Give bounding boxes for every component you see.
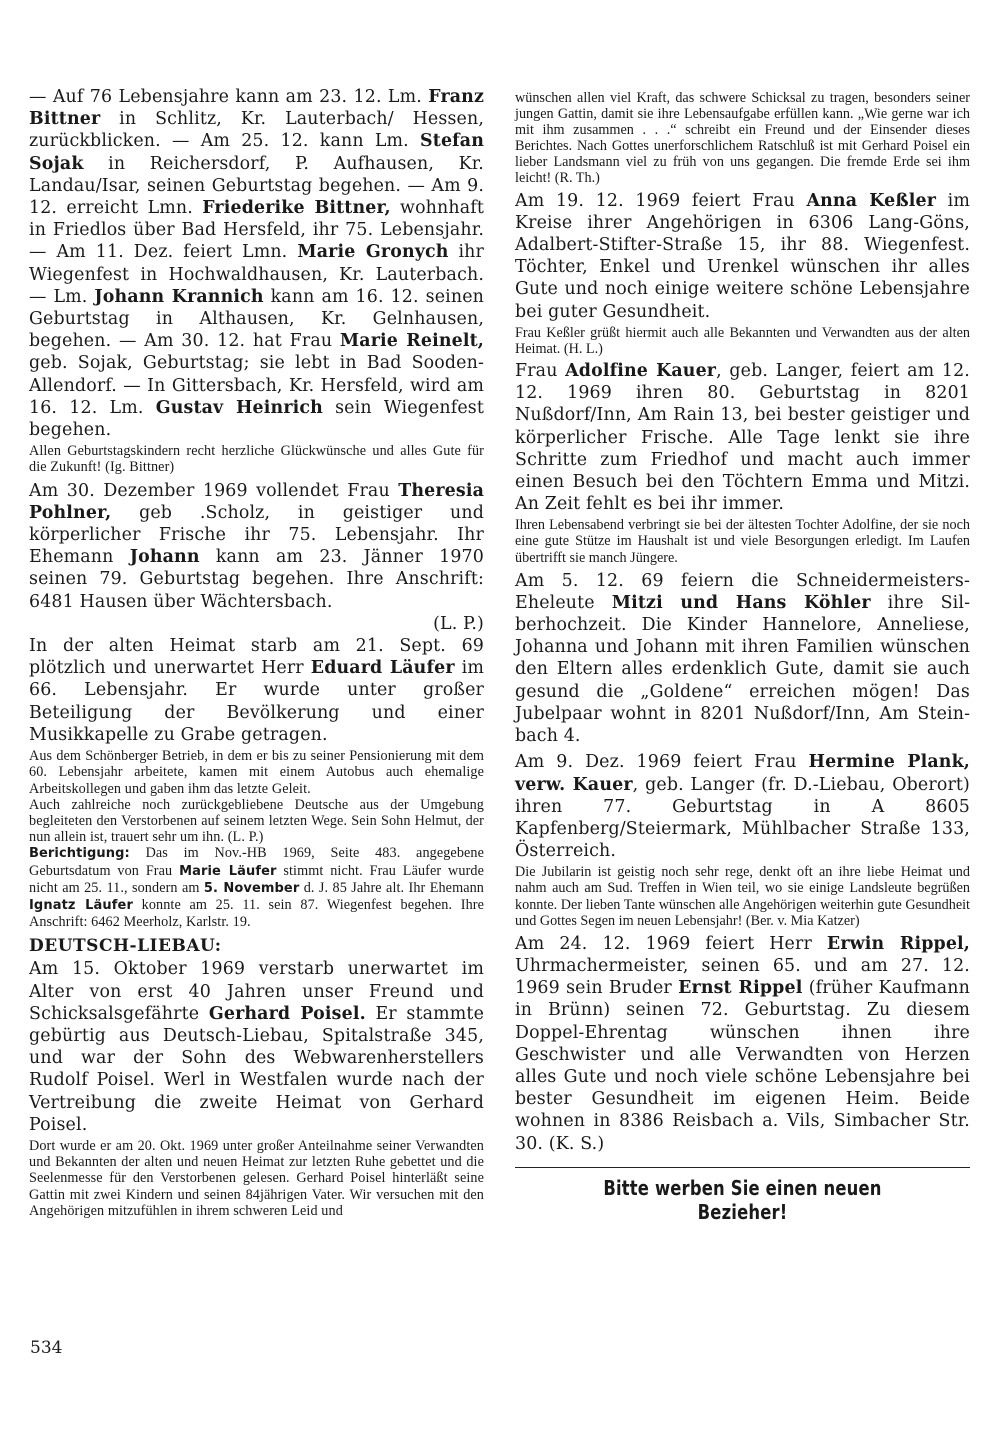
- right-column: [515, 90, 970, 1224]
- left-column: [29, 86, 484, 1219]
- subscriber-slogan: Bitte werben Sie einen neuen Bezieher!: [603, 1175, 882, 1224]
- person-name: Eduard Läufer: [310, 658, 455, 679]
- article-text: Am 24. 12. 1969 feiert Herr: [515, 933, 827, 954]
- article-text: Am 5. 12. 69 feiern die Schneidermeisters-Eheleute: [515, 570, 970, 613]
- date-highlight: 5. November: [203, 880, 300, 896]
- article-text: Er stammte gebürtig aus Deutsch-Liebau, Spitalstraße 345, und war der Sohn des Webwarenherstellers Rudolf Poisel. Werl in Westfalen wurde nach der Vertreibung die zweite Heimat von Gerhard Poisel.: [29, 1003, 485, 1135]
- article-text: In der alten Heimat starb am 21. Sept. 69 plötzlich und unerwartet Herr: [29, 636, 484, 679]
- person-name: Hermine Plank, verw. Kauer: [515, 752, 970, 795]
- article-text: stimmt nicht. Frau Läufer wurde nicht am 25. 11., sondern am: [29, 862, 484, 896]
- article-note: Allen Geburtstagskindern recht herzliche Glückwünsche und alles Gute für die Zukunft! (Ig. Bittner): [29, 443, 484, 476]
- person-name: Marie Läufer: [179, 863, 277, 879]
- article-poisel: [29, 958, 484, 1136]
- person-name: Theresia Pohlner,: [29, 480, 484, 523]
- article-note: Die Jubilarin ist geistig noch sehr rege, denkt oft an ihre liebe Heimat und nahm auch am Sud. Treffen in Wien teil, wo sie einige Landsleute begrüßen konnte. Der lieben Tante wünschen alle Angehörigen weiterhin gute Gesundheit und Gottes Segen im neuen Lebensjahr! (Ber. v. Mia Katzer): [515, 864, 970, 929]
- person-name: Marie Reinelt,: [339, 331, 484, 352]
- person-name: Franz Bittner: [29, 87, 484, 130]
- person-name: Ernst Rippel: [678, 978, 803, 999]
- article-text: in Reichersdorf, P. Aufhausen, Kr. Landau/Isar, seinen Geburtstag begehen. — Am 9. 12. erreicht Lmn.: [29, 153, 484, 219]
- article-text: Am 30. Dezember 1969 vollendet Frau: [29, 480, 399, 501]
- article-note: wünschen allen viel Kraft, das schwere Schicksal zu tragen, besonders seiner jungen Gattin, damit sie ihre Lebensaufgabe erfüllen kann. „Wie gerne war ich mit ihm zusammen . . .“ schreibt ein Freund und der Einsender dieses Berichtes. Nach Gottes unerforschlichem Ratschluß ist mit Gerhard Poisel ein lieber Landsmann viel zu früh von uns gegangen. Die fremde Erde sei ihm leicht! (R. Th.): [515, 90, 970, 187]
- person-name: Johann: [129, 547, 200, 568]
- person-name: Anna Keßler: [806, 190, 937, 211]
- article-text: — Auf 76 Lebensjahre kann am 23. 12. Lm.: [29, 87, 429, 107]
- correction-note: [29, 845, 484, 930]
- person-name: Erwin Rippel,: [826, 933, 970, 954]
- article-text: sein Wiegenfest begehen.: [29, 397, 485, 441]
- article-text: Das im Nov.-HB 1969, Seite 483. angegebene Geburtsdatum von Frau: [29, 845, 484, 879]
- person-name: Ignatz Läufer: [29, 897, 133, 913]
- article-text: geb. Sojak, Geburtstag; sie lebt in Bad Sooden-Allendorf. — In Gittersbach, Kr. Hersfeld, wird am 16. 12. Lm.: [29, 353, 484, 418]
- article-text: ihr Wiegenfest in Hochwaldhausen, Kr. Lauterbach. — Lm.: [29, 242, 484, 307]
- article-text: (früher Kaufmann in Brünn) seinen 72. Geburtstag. Zu diesem Doppel-Ehrentag wünschen ihnen ihre Geschwister und alle Verwandten von Herzen alles Gute und noch viele schöne Lebensjahre bei bester Gesundheit im eigenen Heim. Beide wohnen in 8386 Reisbach a. Vils, Simbacher Str. 30. (K. S.): [515, 978, 971, 1154]
- article-text: , geb. Langer, feiert am 12. 12. 1969 ihren 80. Geburtstag in 8201 Nußdorf/Inn, Am Rain 13, bei bester geistiger und körperlicher Frische. Alle Tage lenkt sie ihre Schritte zum Friedhof und macht auch immer einen Besuch bei den Töchtern Emma und Mitzi. An Zeit fehlt es bei ihr immer.: [515, 360, 970, 515]
- article-note: Frau Keßler grüßt hiermit auch alle Bekannten und Verwandten aus der alten Heimat. (H. L.): [515, 324, 970, 357]
- article-koehler: [515, 570, 970, 748]
- article-text: Am 15. Oktober 1969 verstarb unerwartet im Alter von erst 40 Jahren unser Freund und Schicksalsgefährte: [29, 959, 484, 1024]
- article-note: Dort wurde er am 20. Okt. 1969 unter großer Anteilnahme seiner Verwandten und Bekannten der alten und neuen Heimat zur letzten Ruhe gebettet und die Seelenmesse für den Verstorbenen gelesen. Gerhard Poisel hinterläßt seine Gattin mit zwei Kindern und seinen 84jährigen Vater. Wir versuchen mit den Angehörigen mitzufühlen in ihrem schweren Leid und: [29, 1137, 484, 1219]
- person-name: Gerhard Poisel.: [208, 1003, 366, 1024]
- article-text: im Kreise ihrer Angehörigen in 6306 Lang-Göns, Adalbert-Stifter-Straße 15, ihr 88. Wiegenfest. Töchter, Enkel und Urenkel wünschen ihr alles Gute und noch einige weitere schöne Lebensjahre bei guter Gesundheit.: [515, 190, 971, 322]
- article-text: geb .Scholz, in geistiger und körperlicher Frische ihr 75. Lebensjahr. Ihr Ehemann: [29, 502, 484, 568]
- person-name: Marie Gronych: [297, 242, 449, 263]
- article-rippel: [515, 933, 970, 1155]
- person-name: Johann Krannich: [94, 286, 264, 307]
- article-birthdays: [29, 86, 484, 441]
- article-text: ihre Silberhochzeit. Die Kinder Hannelore, Anneliese, Johanna und Johann mit ihren Familien wünschen den Eltern alles erdenklich Gute, damit sie auch gesund die „Goldene“ erreichen mögen! Das Jubelpaar wohnt in 8201 Nußdorf/Inn, Am Steinbach 4.: [515, 592, 970, 747]
- article-note: Auch zahlreiche noch zurückgebliebene Deutsche aus der Umgebung begleiteten den Verstorbenen auf seinem letzten Wege. Sein Sohn Helmut, der nun allein ist, trauert sehr um ihn. (L. P.): [29, 796, 484, 846]
- correction-label: Berichtigung:: [29, 846, 130, 862]
- article-note: Ihren Lebensabend verbringt sie bei der ältesten Tochter Adolfine, der sie noch eine gute Stütze im Haushalt ist und viele Besorgungen erledigt. Im Laufen übertrifft sie manch Jüngere.: [515, 517, 970, 566]
- person-name: Adolfine Kauer: [565, 360, 717, 381]
- article-kauer: [515, 360, 970, 515]
- article-laeufer: [29, 635, 484, 746]
- article-text: Am 9. Dez. 1969 feiert Frau: [515, 752, 809, 773]
- article-text: konnte am 25. 11. sein 87. Wiegenfest begehen. Ihre Anschrift: 6462 Meerholz, Karlstr. 19.: [29, 896, 484, 931]
- article-text: Uhrmachermeister, seinen 65. und am 27. 12. 1969 sein Bruder: [515, 955, 970, 999]
- article-note: Aus dem Schönberger Betrieb, in dem er bis zu seiner Pensionierung mit dem 60. Lebensjahr arbeitete, kamen mit einem Autobus auch ehemalige Arbeitskollegen und gaben ihm das letzte Geleit.: [29, 748, 484, 797]
- article-pohlner: [29, 480, 484, 613]
- article-text: d. J. 85 Jahre alt. Ihr Ehemann: [299, 879, 484, 896]
- author-signoff: (L. P.): [433, 613, 484, 634]
- person-name: Gustav Heinrich: [155, 397, 323, 418]
- article-text: Frau: [515, 360, 566, 381]
- page-number: 534: [30, 1338, 63, 1358]
- article-kessler: [515, 190, 970, 323]
- article-plank: [515, 751, 970, 862]
- person-name: Mitzi und Hans Köhler: [611, 592, 871, 613]
- article-text: , geb. Langer (fr. D.-Liebau, Oberort) ihren 77. Geburtstag in A 8605 Kapfenberg/Steiermark, Mühlbacher Straße 133, Österreich.: [515, 774, 970, 862]
- article-text: in Schlitz, Kr. Lauterbach/ Hessen, zurückblicken. — Am 25. 12. kann Lm.: [29, 109, 484, 152]
- article-text: im 66. Lebensjahr. Er wurde unter großer Beteiligung der Bevölkerung und einer Musikkapelle zu Grabe getragen.: [29, 658, 485, 745]
- person-name: Friederike Bittner,: [202, 198, 391, 219]
- section-heading: DEUTSCH-LIEBAU:: [29, 936, 222, 957]
- article-text: kann am 23. Jänner 1970 seinen 79. Geburtstag begehen. Ihre Anschrift: 6481 Hausen über Wächtersbach.: [29, 547, 484, 612]
- article-text: Am 19. 12. 1969 feiert Frau: [515, 190, 807, 211]
- person-name: Stefan Sojak: [29, 131, 484, 174]
- article-text: wohnhaft in Friedlos über Bad Hersfeld, ihr 75. Lebensjahr. — Am 11. Dez. feiert Lmn.: [29, 198, 484, 263]
- divider-rule: [515, 1167, 970, 1168]
- article-text: kann am 16. 12. seinen Geburtstag in Althausen, Kr. Gelnhausen, begehen. — Am 30. 12. hat Frau: [29, 286, 484, 352]
